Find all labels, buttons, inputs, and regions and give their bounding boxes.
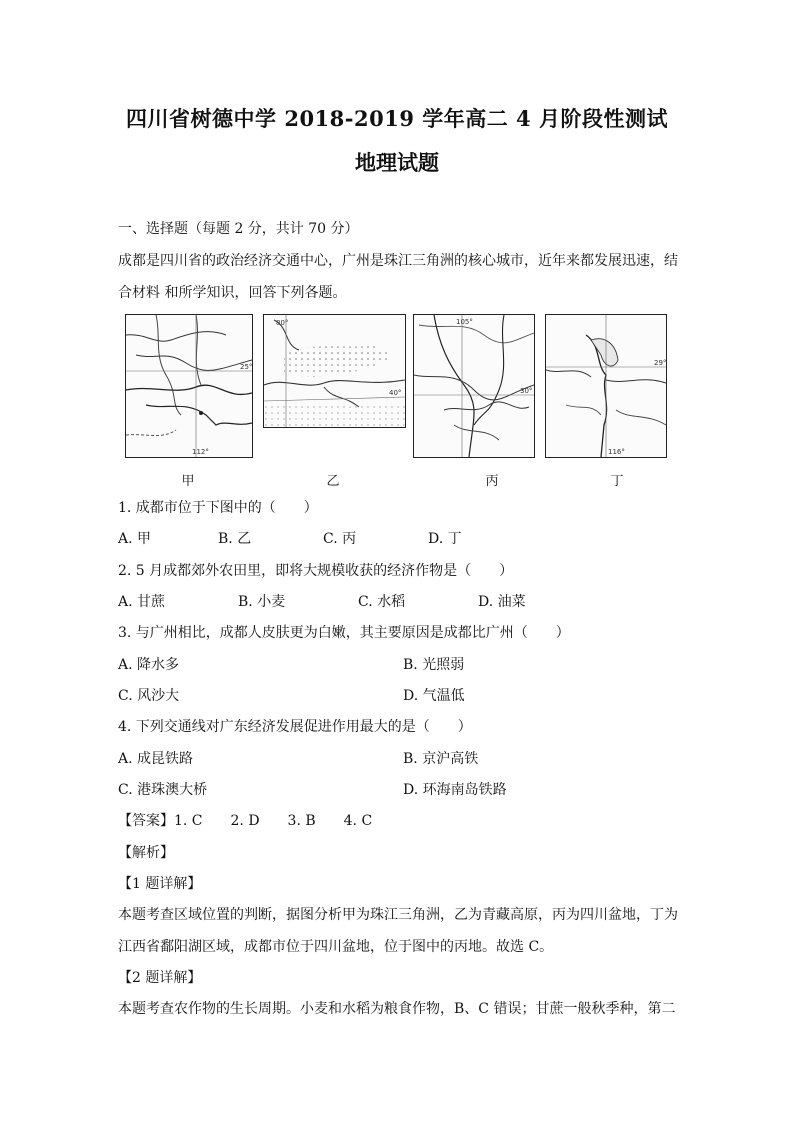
map3-lon-label: 105°: [456, 318, 473, 326]
q2-option-b: B. 小麦: [238, 594, 286, 610]
map-label-yi: 乙: [326, 474, 340, 489]
q1-option-b: B. 乙: [218, 531, 252, 547]
map-label-jia: 甲: [181, 474, 195, 489]
q4-option-b: B. 京沪高铁: [403, 751, 479, 767]
section-heading: 一、选择题（每题 2 分，共计 70 分）: [118, 221, 359, 237]
map1-lon-label: 112°: [192, 448, 209, 456]
question-2-stem: 2. 5 月成都郊外农田里，即将大规模收获的经济作物是（ ）: [118, 563, 514, 579]
map-sichuan-basin: [413, 314, 535, 458]
map-poyang-lake: [545, 314, 667, 458]
q2-detail-line1: 本题考查农作物的生长周期。小麦和水稻为粮食作物，B、C 错误；甘蔗一般秋季种，第二: [118, 1001, 676, 1017]
page-subtitle: 地理试题: [355, 150, 439, 175]
answer-key: 【答案】1. C 2. D 3. B 4. C: [118, 813, 373, 829]
q3-option-c: C. 风沙大: [118, 688, 180, 704]
map-tibetan-plateau: [263, 314, 406, 428]
analysis-label: 【解析】: [118, 845, 174, 861]
q1-detail-label: 【1 题详解】: [118, 876, 202, 892]
q1-option-d: D. 丁: [428, 531, 462, 547]
q1-detail-line1: 本题考查区域位置的判断，据图分析甲为珠江三角洲，乙为青藏高原，丙为四川盆地，丁为: [118, 907, 678, 923]
map2-lon-label: 80°: [276, 319, 289, 327]
page-title: 四川省树德中学 2018-2019 学年高二 4 月阶段性测试: [126, 106, 668, 131]
map-pearl-river-delta: [125, 314, 253, 458]
map-label-ding: 丁: [610, 474, 624, 489]
q1-option-c: C. 丙: [323, 531, 357, 547]
intro-text-line2: 合材料 和所学知识，回答下列各题。: [118, 285, 347, 301]
question-4-stem: 4. 下列交通线对广东经济发展促进作用最大的是（ ）: [118, 719, 472, 735]
q3-option-a: A. 降水多: [118, 657, 180, 673]
map4-lon-label: 116°: [608, 448, 625, 456]
question-3-stem: 3. 与广州相比，成都人皮肤更为白嫩，其主要原因是成都比广州（ ）: [118, 625, 570, 641]
q3-option-d: D. 气温低: [403, 688, 465, 704]
map2-lat-label: 40°: [389, 389, 402, 397]
q2-option-d: D. 油菜: [478, 594, 526, 610]
question-1-stem: 1. 成都市位于下图中的（ ）: [118, 500, 318, 516]
q4-option-a: A. 成昆铁路: [118, 751, 194, 767]
q4-option-c: C. 港珠澳大桥: [118, 782, 208, 798]
q2-option-a: A. 甘蔗: [118, 594, 166, 610]
q3-option-b: B. 光照弱: [403, 657, 465, 673]
map3-lat-label: 30°: [520, 387, 533, 395]
q4-option-d: D. 环海南岛铁路: [403, 782, 507, 798]
map4-lat-label: 29°: [654, 359, 666, 367]
map-label-bing: 丙: [485, 474, 499, 489]
q2-option-c: C. 水稻: [358, 594, 406, 610]
q1-detail-line2: 江西省鄱阳湖区域，成都市位于四川盆地，位于图中的丙地。故选 C。: [118, 939, 554, 955]
intro-text-line1: 成都是四川省的政治经济交通中心，广州是珠江三角洲的核心城市，近年来都发展迅速，结: [118, 253, 678, 269]
map1-lat-label: 25°: [240, 363, 252, 371]
q2-detail-label: 【2 题详解】: [118, 970, 202, 986]
q1-option-a: A. 甲: [118, 531, 152, 547]
